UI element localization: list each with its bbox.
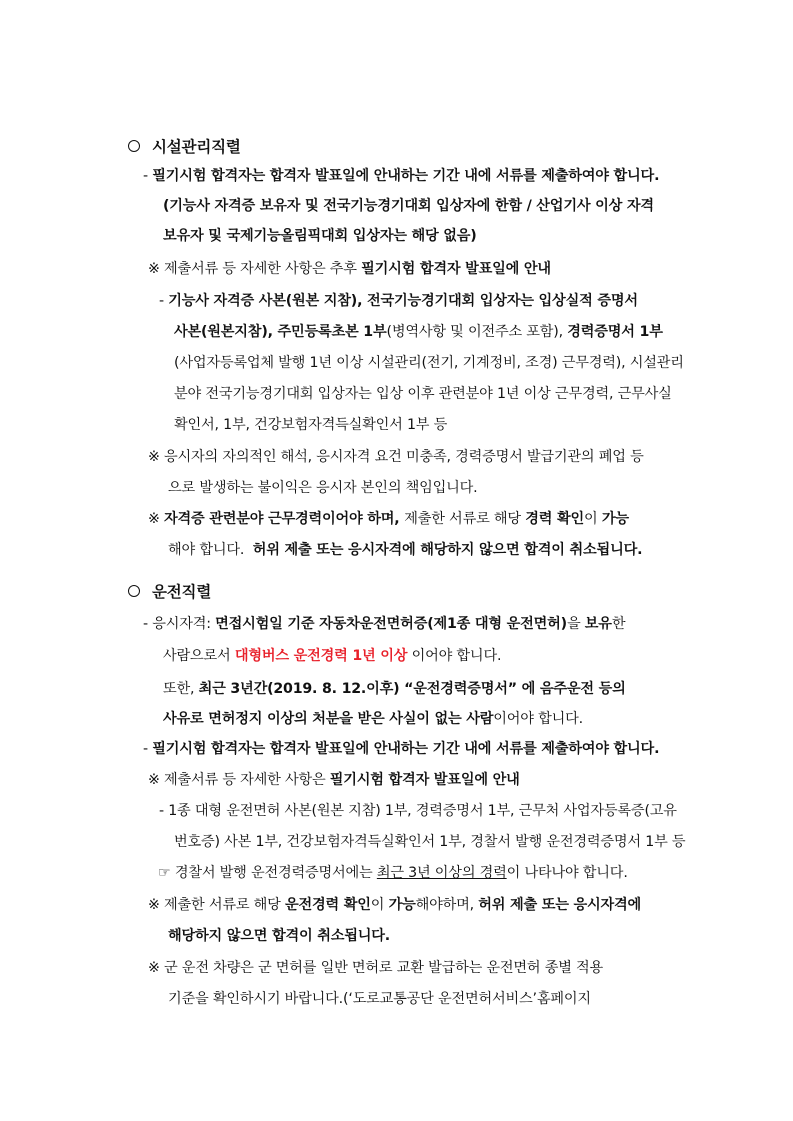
text-line [148, 895, 641, 915]
text-run: 필기시험 합격자 발표일에 안내 [361, 261, 551, 277]
text-run: ※ 군 운전 차량은 군 면허를 일반 면허로 교환 발급하는 운전면허 종별 적용 [148, 960, 604, 976]
text-run: 기능사 자격증 사본(원본 지참), 전국기능경기대회 입상자는 입상실적 증명서 [168, 293, 638, 309]
text-run: (병역사항 및 이전주소 포함), [386, 324, 568, 340]
text-line [174, 322, 663, 342]
text-run: 확인서, 1부, 건강보험자격득실확인서 1부 등 [174, 417, 448, 433]
text-line [168, 926, 390, 946]
text-run: ※ 제출서류 등 자세한 사항은 [148, 772, 330, 788]
text-run: 필기시험 합격자는 합격자 발표일에 안내하는 기간 내에 서류를 제출하여야 합니다. [152, 741, 660, 757]
text-line [148, 259, 551, 279]
text-line [163, 226, 477, 246]
text-run: - [159, 293, 169, 309]
text-line [148, 958, 603, 978]
text-run: 이어야 합니다. [407, 648, 502, 664]
text-run: 보유 [584, 616, 612, 632]
text-line [159, 291, 638, 311]
text-run: 또한, [163, 681, 199, 697]
text-run: 경력증명서 1부 [567, 324, 663, 340]
text-line [163, 679, 626, 699]
text-run: 해야 합니다. [168, 542, 253, 558]
text-run: 시설관리직렬 [152, 138, 241, 156]
text-run: ※ [148, 511, 164, 527]
text-run: 허위 제출 또는 응시자격에 [478, 897, 642, 913]
text-run: 필기시험 합격자 발표일에 안내 [329, 772, 520, 788]
text-run: 분야 전국기능경기대회 입상자는 입상 이후 관련분야 1년 이상 근무경력, 근무사실 [174, 386, 672, 402]
text-run: 이 [370, 897, 389, 913]
text-run: 한 [611, 616, 626, 632]
text-line [163, 646, 501, 666]
text-line [174, 415, 447, 435]
text-run: ※ 제출서류 등 자세한 사항은 추후 [148, 261, 362, 277]
text-run: - [143, 741, 153, 757]
text-line [143, 614, 625, 634]
circle-bullet-icon [128, 585, 140, 597]
text-run: 사람으로서 [163, 648, 235, 664]
text-line [174, 384, 672, 404]
text-run: 이 나타나야 합니다. [506, 865, 628, 881]
section-heading-facility [128, 137, 241, 157]
text-run: 운전직렬 [152, 583, 212, 601]
text-line [159, 801, 677, 821]
text-run: 가능 [388, 897, 416, 913]
text-line [163, 196, 654, 216]
text-run: - [143, 168, 153, 184]
text-line [143, 166, 659, 186]
text-run: 필기시험 합격자는 합격자 발표일에 안내하는 기간 내에 서류를 제출하여야 합니다. [152, 168, 660, 184]
text-run: 이어야 합니다. [493, 711, 583, 727]
text-run: 운전경력 확인 [284, 897, 371, 913]
text-run: (사업자등록업체 발행 1년 이상 시설관리(전기, 기계정비, 조경) 근무경력), 시설관리 [174, 355, 684, 371]
text-run: 경력 확인 [525, 511, 584, 527]
section-heading-driving [128, 582, 211, 602]
text-line [174, 832, 685, 852]
text-run: - 응시자격: [143, 616, 216, 632]
text-run: 해야하며, [415, 897, 479, 913]
text-run: 사본(원본지참), 주민등록초본 1부 [174, 324, 387, 340]
text-run: 기준을 확인하시기 바랍니다.(‘도로교통공단 운전면허서비스’홈페이지 [168, 991, 591, 1007]
text-run: 을 [566, 616, 585, 632]
text-line [148, 447, 644, 467]
text-run: (기능사 자격증 보유자 및 전국기능경기대회 입상자에 한함 / 산업기사 이상 자격 [163, 198, 654, 214]
text-run: 면접시험일 기준 자동차운전면허증(제1종 대형 운전면허) [215, 616, 567, 632]
text-line [174, 353, 684, 373]
circle-bullet-icon [128, 140, 140, 152]
text-run: 가능 [601, 511, 629, 527]
text-line [168, 989, 591, 1009]
text-line [148, 770, 520, 790]
text-line [168, 478, 477, 498]
text-line [143, 739, 659, 759]
text-line [168, 540, 642, 560]
text-run: 제출한 서류로 해당 [404, 511, 526, 527]
text-run: 최근 3년 이상의 경력 [376, 865, 507, 881]
text-run: 최근 3년간(2019. 8. 12.이후) “운전경력증명서” 에 음주운전 등의 [198, 681, 626, 697]
text-run: 보유자 및 국제기능올림픽대회 입상자는 해당 없음) [163, 228, 477, 244]
text-run: 사유로 면허정지 이상의 처분을 받은 사실이 없는 사람 [163, 711, 494, 727]
text-run: 번호증) 사본 1부, 건강보험자격득실확인서 1부, 경찰서 발행 운전경력증명서 1부 등 [174, 834, 686, 850]
text-line [158, 863, 628, 883]
text-run: ※ 제출한 서류로 해당 [148, 897, 285, 913]
text-run: 자격증 관련분야 근무경력이어야 하며, [164, 511, 405, 527]
text-line [163, 709, 583, 729]
text-run: ※ 응시자의 자의적인 해석, 응시자격 요건 미충족, 경력증명서 발급기관의 폐업 등 [148, 449, 644, 465]
text-run: 대형버스 운전경력 1년 이상 [234, 648, 408, 664]
text-run: 으로 발생하는 불이익은 응시자 본인의 책임입니다. [168, 480, 478, 496]
text-run: ☞ 경찰서 발행 운전경력증명서에는 [158, 865, 377, 881]
text-run: - 1종 대형 운전면허 사본(원본 지참) 1부, 경력증명서 1부, 근무처 사업자등록증(고유 [159, 803, 677, 819]
text-line [148, 509, 629, 529]
text-run: 이 [583, 511, 602, 527]
text-run: 해당하지 않으면 합격이 취소됩니다. [168, 928, 390, 944]
text-run: 허위 제출 또는 응시자격에 해당하지 않으면 합격이 취소됩니다. [252, 542, 643, 558]
